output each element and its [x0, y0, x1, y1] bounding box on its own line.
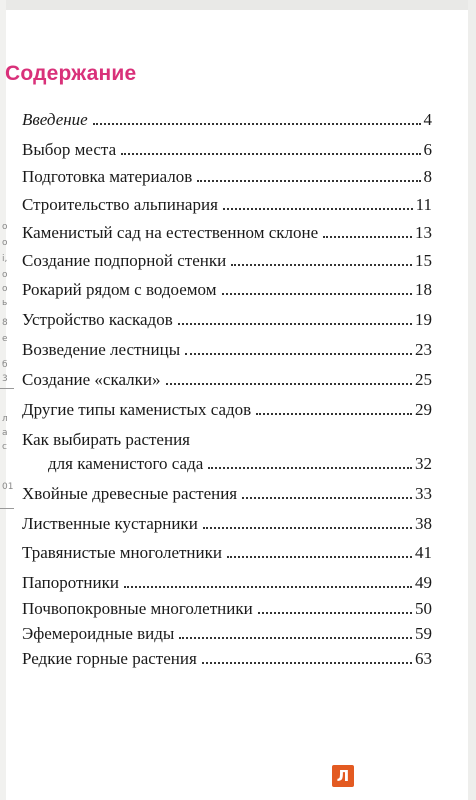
toc-entry-label: Почвопокровные многолетники — [22, 599, 253, 618]
toc-entry-label: Хвойные древесные растения — [22, 484, 238, 503]
toc-entry-label: Выбор места — [22, 140, 117, 159]
toc-entry-label: Рокарий рядом с водоемом — [22, 280, 217, 299]
toc-entry-page: 13 — [415, 223, 432, 242]
page-title: Содержание — [5, 62, 137, 85]
toc-entry-page: 59 — [415, 624, 432, 643]
toc-entry[interactable] — [22, 620, 432, 644]
toc-entry-label: Эфемероидные виды — [22, 624, 175, 643]
dot-leader — [121, 153, 420, 155]
toc-entry-label: для каменистого сада — [48, 454, 204, 473]
toc-entry-label: Травянистые многолетники — [22, 543, 222, 562]
dot-leader — [124, 586, 412, 588]
margin-fragment: 01 — [2, 482, 14, 492]
dot-leader — [202, 662, 412, 664]
toc-entry-page: 4 — [423, 110, 432, 129]
toc-entry[interactable] — [22, 219, 432, 243]
margin-fragment: о — [2, 238, 8, 248]
dot-leader — [178, 323, 412, 325]
dot-leader — [179, 637, 412, 639]
toc-entry[interactable] — [22, 247, 432, 271]
toc-entry-label: Создание «скалки» — [22, 370, 161, 389]
margin-fragment: а — [2, 428, 8, 438]
toc-entry-label: Возведение лестницы — [22, 340, 181, 359]
dot-leader — [93, 123, 421, 125]
margin-fragment: о — [2, 222, 8, 232]
toc-entry-label: Создание подпорной стенки — [22, 251, 227, 270]
toc-entry[interactable] — [22, 510, 432, 534]
toc-entry-label: Папоротники — [22, 573, 119, 592]
toc-entry-page: 38 — [415, 514, 432, 533]
margin-fragment: л — [2, 414, 8, 424]
toc-entry-label: Устройство каскадов — [22, 310, 173, 329]
toc-entry-label: Введение — [22, 110, 88, 129]
toc-entry-page: 18 — [415, 280, 432, 299]
margin-fragment: 8 — [2, 318, 8, 328]
dot-leader — [242, 497, 412, 499]
dot-leader — [208, 467, 412, 469]
toc-entry-page: 49 — [415, 573, 432, 592]
dot-leader — [197, 180, 420, 182]
dot-leader — [256, 413, 412, 415]
toc-entry[interactable] — [22, 645, 432, 669]
toc-entry-page: 25 — [415, 370, 432, 389]
toc-entry-label-line1[interactable]: Как выбирать растения — [22, 430, 190, 449]
margin-fragment: о — [2, 270, 8, 280]
toc-entry[interactable] — [22, 276, 432, 300]
toc-entry-page: 15 — [415, 251, 432, 270]
toc-entry-page: 6 — [423, 140, 432, 159]
toc-entry[interactable] — [22, 136, 432, 160]
toc-entry-label: Редкие горные растения — [22, 649, 197, 668]
toc-entry-page: 11 — [415, 195, 432, 214]
toc-entry-page: 19 — [415, 310, 432, 329]
toc-entry-page: 63 — [415, 649, 432, 668]
toc-entry[interactable] — [22, 569, 432, 593]
dot-leader — [166, 383, 412, 385]
toc-entry-page: 33 — [415, 484, 432, 503]
dot-leader — [258, 612, 412, 614]
margin-fragment: е — [2, 334, 8, 344]
publisher-logo-icon: Л — [332, 765, 354, 787]
toc-entry-page: 8 — [423, 167, 432, 186]
margin-fragment: о — [2, 284, 8, 294]
toc-entry-page: 32 — [415, 454, 432, 473]
dot-leader — [223, 208, 413, 210]
toc-entry-page: 29 — [415, 400, 432, 419]
toc-entry[interactable] — [22, 336, 432, 360]
dot-leader — [203, 527, 412, 529]
toc-entry[interactable] — [48, 450, 432, 474]
dot-leader — [185, 353, 412, 355]
toc-entry-label: Подготовка материалов — [22, 167, 193, 186]
margin-fragment: с — [2, 442, 7, 452]
toc-entry[interactable] — [22, 396, 432, 420]
dot-leader — [222, 293, 413, 295]
margin-fragment: 3 — [2, 374, 8, 384]
toc-entry-page: 41 — [415, 543, 432, 562]
toc-entry-label: Лиственные кустарники — [22, 514, 198, 533]
toc-entry[interactable] — [22, 306, 432, 330]
toc-entry-label: Другие типы каменистых садов — [22, 400, 252, 419]
toc-entry-page: 50 — [415, 599, 432, 618]
toc-entry[interactable] — [22, 480, 432, 504]
toc-entry[interactable] — [22, 163, 432, 187]
toc-entry-label: Строительство альпинария — [22, 195, 218, 214]
toc-entry[interactable] — [22, 106, 432, 130]
toc-entry-label: Каменистый сад на естественном склоне — [22, 223, 319, 242]
dot-leader — [227, 556, 412, 558]
toc-entry[interactable] — [22, 539, 432, 563]
toc-entry-page: 23 — [415, 340, 432, 359]
margin-fragment: б — [2, 360, 8, 370]
margin-fragment: і, — [2, 254, 8, 264]
toc-entry[interactable] — [22, 366, 432, 390]
dot-leader — [231, 264, 412, 266]
toc-entry[interactable] — [22, 191, 432, 215]
dot-leader — [323, 236, 412, 238]
toc-entry[interactable] — [22, 595, 432, 619]
margin-fragment: ь — [2, 298, 8, 308]
